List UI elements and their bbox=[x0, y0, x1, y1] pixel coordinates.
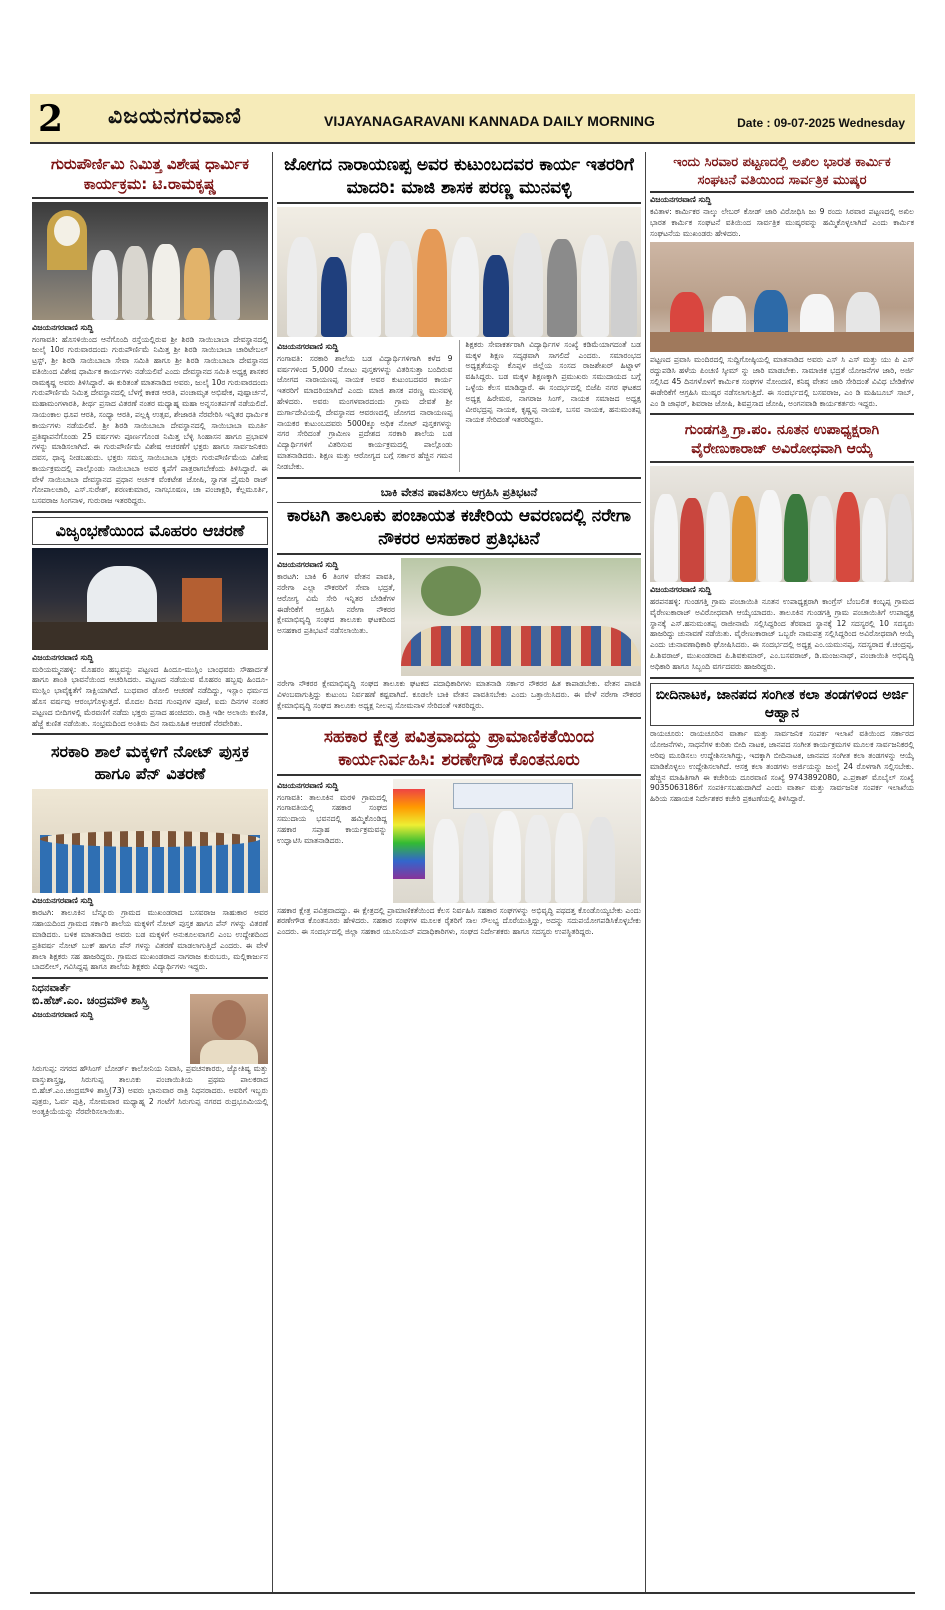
column-left bbox=[32, 152, 268, 1118]
article-body: ರಾಯಚೂರು: ರಾಯಚೂರಿನ ವಾರ್ತಾ ಮತ್ತು ಸಾರ್ವಜನಿಕ ಸಂಪರ್ಕ ಇಲಾಖೆ ವತಿಯಿಂದ ಸರ್ಕಾರದ ಯೋಜನೆಗಳು, ಸಾಧನೆಗಳ ಕುರಿತು ಬೀದಿ ನಾಟಕ, ಜಾನಪದ ಸಂಗೀತ ಕಾರ್ಯಕ್ರಮಗಳ ಮೂಲಕ ಸಾರ್ವಜನಿಕರಲ್ಲಿ ಅರಿವು ಮೂಡಿಸಲು ಉದ್ದೇಶಿಸಲಾಗಿದ್ದು, ಇದಕ್ಕಾಗಿ ಬೀದಿನಾಟಕ, ಜಾನಪದ ಸಂಗೀತ ಕಲಾ ತಂಡಗಳನ್ನು ಆಯ್ಕೆ ಮಾಡಿಕೊಳ್ಳಲು ಉದ್ದೇಶಿಸಲಾಗಿದೆ. ಆಸಕ್ತ ಕಲಾ ತಂಡಗಳು ಅರ್ಜಿಯನ್ನು ಜುಲೈ 24 ರೊಳಗಾಗಿ ಸಲ್ಲಿಸಬೇಕು. ಹೆಚ್ಚಿನ ಮಾಹಿತಿಗಾಗಿ ಈ ಕಚೇರಿಯ ದೂರವಾಣಿ ಸಂಖ್ಯೆ 9743892080, ಎ.ಪ್ರಕಾಶ್ ಮೊಬೈಲ್ ಸಂಖ್ಯೆ 9035063186ಗೆ ಸಂಪರ್ಕಿಸಬಹುದಾಗಿದೆ ಎಂದು ವಾರ್ತಾ ಮತ್ತು ಸಾರ್ವಜನಿಕ ಸಂಪರ್ಕ ಇಲಾಖೆಯ ಹಿರಿಯ ಸಹಾಯಕ ನಿರ್ದೇಶಕರ ಕಚೇರಿ ಪ್ರಕಟಣೆಯಲ್ಲಿ ತಿಳಿಸಿದ್ದಾರೆ. bbox=[650, 729, 914, 804]
photo-procession bbox=[32, 548, 268, 650]
byline: ವಿಜಯನಗರವಾಣಿ ಸುದ್ದಿ bbox=[32, 1010, 94, 1020]
masthead bbox=[30, 94, 915, 144]
photo-school bbox=[32, 789, 268, 893]
photo-notebook-event bbox=[277, 207, 641, 337]
masthead-title-english: VIJAYANAGARAVANI KANNADA DAILY MORNING bbox=[324, 113, 655, 129]
article-moharram bbox=[32, 517, 268, 729]
headline: ಸರಕಾರಿ ಶಾಲೆ ಮಕ್ಕಳಿಗೆ ನೋಟ್ ಪುಸ್ತಕ ಹಾಗೂ ಪೆನ್ ವಿತರಣೆ bbox=[50, 742, 249, 783]
headline: ಕಾರಟಗಿ ತಾಲೂಕು ಪಂಚಾಯತ ಕಚೇರಿಯ ಆವರಣದಲ್ಲಿ ನರೇಗಾ ನೌಕರರ ಅಸಹಕಾರ ಪ್ರತಿಭಟನೆ bbox=[277, 502, 641, 555]
article-body-left: ಗಂಗಾವತಿ: ಸರಕಾರಿ ಶಾಲೆಯ ಬಡ ವಿದ್ಯಾರ್ಥಿಗಳಿಗಾಗಿ ಕಳೆದ 9 ವರ್ಷಗಳಿಂದ 5,000 ನೋಟು ಪುಸ್ತಕಗಳನ್ನು ವಿತರಿಸುತ್ತಾ ಬಂದಿರುವ ಜೋಗದ ನಾರಾಯಣಪ್ಪ ನಾಯಕ ಅವರ ಕುಟುಂಬದವರ ಕಾರ್ಯ ಇತರರಿಗೆ ಮಾದರಿಯಾಗಿದೆ ಎಂದು ಮಾಜಿ ಶಾಸಕ ಪರಣ್ಣ ಮುನವಳ್ಳಿ ಹೇಳಿದರು. ಅವರು ಮಂಗಳವಾರದಂದು ಗ್ರಾಮ ದೇವತೆ ಶ್ರೀ ದುರ್ಗಾದೇವಿಯಲ್ಲಿ ದೇವಸ್ಥಾನದ ಆವರಣದಲ್ಲಿ ಜೋಗದ ನಾರಾಯಣಪ್ಪ ನಾಯಕರ ಕುಟುಂಬದವರು 5000ಕ್ಕೂ ಅಧಿಕ ನೋಟ್ ಪುಸ್ತಕಗಳನ್ನು ನಗರ ಸೇರಿದಂತೆ ಗ್ರಾಮೀಣ ಪ್ರದೇಶದ ಸರಕಾರಿ ಶಾಲೆಯ ಬಡ ವಿದ್ಯಾರ್ಥಿಗಳಿಗೆ ವಿತರಿಸುವ ಕಾರ್ಯಕ್ರಮದಲ್ಲಿ ಪಾಲ್ಗೊಂಡು ಮಾತನಾಡಿದರು. ಶಿಕ್ಷಣ ಮತ್ತು ಆರೋಗ್ಯದ ಬಗ್ಗೆ ಸರ್ಕಾರ ಹೆಚ್ಚಿನ ಗಮನ ನೀಡಬೇಕು. bbox=[277, 353, 453, 471]
article-body-bottom: ಪಟ್ಟಣದ ಪ್ರವಾಸಿ ಮಂದಿರದಲ್ಲಿ ಸುದ್ದಿಗೋಷ್ಠಿಯಲ್ಲಿ ಮಾತನಾಡಿದ ಅವರು ಎಸ್ ಸಿ ಎಸ್ ಮತ್ತು ಯು ಪಿ ಎಸ್ ರದ್ದುಪಡಿಸಿ ಹಳೆಯ ಪಿಂಚಣಿ ಸ್ಕೀಮ್ ನ್ನು ಜಾರಿ ಮಾಡಬೇಕು. ಸಾಮಾಜಿಕ ಭದ್ರತೆ ಯೋಜನೆಗಳ ಜಾರಿ, ಅರ್ಜಿ ಸಲ್ಲಿಸಿದ 45 ದಿನಗಳೊಳಗೆ ಕಾರ್ಮಿಕ ಸಂಘಗಳ ನೋಂದಣಿ, ಕನಿಷ್ಠ ವೇತನ ಜಾರಿ ಸೇರಿದಂತೆ ವಿವಿಧ ಬೇಡಿಕೆಗಳ ಈಡೇರಿಕೆಗೆ ಆಗ್ರಹಿಸಿ ಮುಷ್ಕರ ನಡೆಸಲಾಗುತ್ತಿದೆ. ಈ ಸಂದರ್ಭದಲ್ಲಿ ಬಸವರಾಜ, ಎಂ ಡಿ ಮಹಿಬೂಬ್ ಸಾಬ್, ಎಂ ಡಿ ಜಾಫರ್, ಶಿವರಾಜ ಜೋಷಿ, ಶಿವಪ್ರಸಾದ ಜೋಷಿ, ಅಂಗನವಾಡಿ ಕಾರ್ಯಕರ್ತರು ಇದ್ದರು. bbox=[650, 355, 914, 408]
byline: ವಿಜಯನಗರವಾಣಿ ಸುದ್ದಿ bbox=[277, 780, 339, 790]
article-cooperative-sector bbox=[277, 724, 641, 938]
byline: ವಿಜಯನಗರವಾಣಿ ಸುದ್ದಿ bbox=[277, 560, 339, 570]
column-right bbox=[650, 152, 914, 805]
photo-felicitation bbox=[650, 466, 914, 582]
article-sirwar-strike bbox=[650, 152, 914, 409]
photo-cooperative-event bbox=[393, 779, 641, 903]
headline: ವಿಜೃಂಭಣೆಯಿಂದ ಮೊಹರಂ ಆಚರಣೆ bbox=[32, 517, 268, 545]
article-body-bottom: ನರೇಗಾ ನೌಕರರ ಕ್ಷೇಮಾಭಿವೃದ್ಧಿ ಸಂಘದ ತಾಲೂಕು ಘಟಕದ ಪದಾಧಿಕಾರಿಗಳು ಮಾತನಾಡಿ ಸರ್ಕಾರ ನೌಕರರ ಹಿತ ಕಾಪಾಡಬೇಕು. ವೇತನ ಪಾವತಿ ವಿಳಂಬವಾಗುತ್ತಿದ್ದು ಕುಟುಂಬ ನಿರ್ವಹಣೆ ಕಷ್ಟವಾಗಿದೆ. ಕೂಡಲೇ ಬಾಕಿ ವೇತನ ಪಾವತಿಸಬೇಕು ಎಂದು ಒತ್ತಾಯಿಸಿದರು. ಈ ವೇಳೆ ನರೇಗಾ ನೌಕರರ ಕ್ಷೇಮಾಭಿವೃದ್ಧಿ ಸಂಘದ ತಾಲೂಕು ಅಧ್ಯಕ್ಷ ನೀಲಪ್ಪ ಸೋಮನಾಳ ಸೇರಿದಂತೆ ಇತರರಿದ್ದರು. bbox=[277, 679, 641, 710]
byline: ವಿಜಯನಗರವಾಣಿ ಸುದ್ದಿ bbox=[32, 896, 94, 906]
byline: ವಿಜಯನಗರವಾಣಿ ಸುದ್ದಿ bbox=[32, 322, 94, 332]
article-body: ಗಂಗಾವತಿ: ಹೊಸಳಿಯಿಂದ ಆನೆಗೊಂದಿ ರಸ್ತೆಯಲ್ಲಿರುವ ಶ್ರೀ ಶಿರಡಿ ಸಾಯಿಬಾಬಾ ದೇವಸ್ಥಾನದಲ್ಲಿ ಜುಲೈ 10ರ ಗುರುವಾರದಂದು ಗುರುಪೌರ್ಣಿಮೆ ನಿಮಿತ್ತ ಶ್ರೀ ಶಿರಡಿ ಸಾಯಿಬಾಬಾ ಚಾರಿಟೇಬಲ್ ಟ್ರಸ್ಟ್, ಶ್ರೀ ಶಿರಡಿ ಸಾಯಿಬಾಬಾ ಸೇವಾ ಸಮಿತಿ ಹಾಗೂ ಶ್ರೀ ಶಿರಡಿ ಸಾಯಿಬಾಬಾ ದೇವಸ್ಥಾನದ ವತಿಯಿಂದ ವಿಶೇಷ ಧಾರ್ಮಿಕ ಕಾರ್ಯಗಳು ನಡೆಯಲಿವೆ ಎಂದು ದೇವಸ್ಥಾನದ ಸಮಿತಿ ಅಧ್ಯಕ್ಷ ಶಾಸಕರ ರಾಮಕೃಷ್ಣ ಅವರು ತಿಳಿಸಿದ್ದಾರೆ. ಈ ಕುರಿತಂತೆ ಮಾತನಾಡಿದ ಅವರು, ಜುಲೈ 10ರ ಗುರುವಾರದಂದು ಗುರುಪೌರ್ಣಿಮೆ ನಿಮಿತ್ತ ದೇವಸ್ಥಾನದಲ್ಲಿ ಬೆಳಗ್ಗೆ ಕಾಕಡ ಆರತಿ, ಪಂಚಾಮೃತ ಅಭಿಷೇಕ, ಪುಷ್ಪಾರ್ಚನೆ, ಮಹಾಮಂಗಳಾರತಿ, ತೀರ್ಥ ಪ್ರಸಾದ ವಿತರಣೆ ನಂತರ ಮಧ್ಯಾಹ್ನ ಮಹಾ ಅನ್ನಸಂತರ್ಪಣೆ ನಡೆಯಲಿದೆ. ಸಾಯಂಕಾಲ ಧೂಪ ಆರತಿ, ಸಂಧ್ಯಾ ಆರತಿ, ಪಲ್ಲಕ್ಕಿ ಉತ್ಸವ, ಶೇಜಾರತಿ ನೆರವೇರಿಸಿ ಇನ್ನಿತರ ಧಾರ್ಮಿಕ ಕಾರ್ಯಗಳು ನಡೆಯಲಿವೆ. ಶ್ರೀ ಶಿರಡಿ ಸಾಯಿಬಾಬಾ ದೇವಸ್ಥಾನದಲ್ಲಿ ಸಾಯಿಬಾಬಾ ಮೂರ್ತಿ ಪ್ರತಿಷ್ಠಾಪನೆಗೊಂಡು 25 ವರ್ಷಗಳು ಪೂರ್ಣಗೊಂಡ ನಿಮಿತ್ತ ಬೆಳ್ಳಿ ಸಿಂಹಾಸನ ಹಾಗೂ ಪ್ರಭಾವಳಿ ಗಳನ್ನು ಮಾಡಿಸಲಾಗಿದೆ. ಈ ಗುರುಪೌರ್ಣಿಮೆ ವಿಶೇಷ ಆಚರಣೆಗೆ ಭಕ್ತರು ಹಾಗೂ ಸಾರ್ವಜನಿಕರು ದವಸ, ಧಾನ್ಯ ನೀಡಬಹುದು. ಭಕ್ತರು ಸಮಸ್ತ ಸಾಯಿಬಾಬಾ ಭಕ್ತರು ಗುರುಪೌರ್ಣಿಮೆಯ ವಿಶೇಷ ಕಾರ್ಯಕ್ರಮದಲ್ಲಿ ಪಾಲ್ಗೊಂಡು ಸಾಯಿಬಾಬಾ ಅವರ ಕೃಪೆಗೆ ಪಾತ್ರರಾಗಬೇಕೆಂದು ತಿಳಿಸಿದ್ದಾರೆ. ಈ ವೇಳೆ ಸಾಯಿಬಾಬಾ ದೇವಸ್ಥಾನದ ಪ್ರಧಾನ ಅರ್ಚಕ ವೆಂಕಟೇಶ ಜೋಷಿ, ಸ್ವಾಗತ ಪ್ರೈಮರಿ ರಾಜ್ ಗೋಪಾಲಚಾರಿ, ಎಸ್.ಸುರೇಶ್, ಶರಣಕುಮಾರ, ನಾಗಭೂಷಣ, ಚಾ ಪಂಚಾಕ್ಷರಿ, ಕೆಲ್ಲಮೂರ್ತಿ, ಬಸವರಾಜ ಸಿಂಗನಾಳ, ಗುರುರಾಜ ಇತರರಿದ್ದರು. bbox=[32, 334, 268, 506]
page-number: 2 bbox=[38, 98, 64, 140]
headline: ಜೋಗದ ನಾರಾಯಣಪ್ಪ ಅವರ ಕುಟುಂಬದವರ ಕಾರ್ಯ ಇತರರಿಗೆ ಮಾದರಿ: ಮಾಜಿ ಶಾಸಕ ಪರಣ್ಣ ಮುನವಳ್ಳಿ bbox=[277, 152, 641, 204]
photo-temple bbox=[32, 202, 268, 320]
article-body: ಕಾರಟಗಿ: ತಾಲೂಕಿನ ಬೆನ್ನೂರು ಗ್ರಾಮದ ಮುಖಂಡರಾದ ಬಸವರಾಜ ಸಾಹುಕಾರ ಅವರ ಸಹಾಯದಿಂದ ಗ್ರಾಮದ ಸರ್ಕಾರಿ ಶಾಲೆಯ ಮಕ್ಕಳಿಗೆ ನೋಟ್ ಪುಸ್ತಕ ಹಾಗೂ ಪೆನ್ ಗಳನ್ನು ವಿತರಣೆ ಮಾಡಿದರು. ಬಳಿಕ ಮಾತನಾಡಿದ ಅವರು ಬಡ ಮಕ್ಕಳಿಗೆ ಅನುಕೂಲವಾಗಲಿ ಎಂಬ ಉದ್ದೇಶದಿಂದ ಪ್ರತಿವರ್ಷ ನೋಟ್ ಬುಕ್ ಹಾಗೂ ಪೆನ್ ಗಳನ್ನು ವಿತರಣೆ ಮಾಡಲಾಗುತ್ತಿದೆ ಎಂದರು. ಈ ವೇಳೆ ಶಾಲಾ ಶಿಕ್ಷಕರು ಸಹ ಹಾಜರಿದ್ದರು. ಗ್ರಾಮದ ಮುಖಂಡರಾದ ನಾಗರಾಜ ಕುರುಬರು, ಮಲ್ಲಿಕಾರ್ಜುನ ಬಾದಲೀಲ್, ಗವಿಸಿದ್ದಪ್ಪ ಹಾಗೂ ಶಾಲೆಯ ಶಿಕ್ಷಕರು ವಿದ್ಯಾರ್ಥಿಗಳು ಇದ್ದರು. bbox=[32, 908, 268, 972]
article-body-top: ಕಾರಟಗಿ: ಬಾಕಿ 6 ತಿಂಗಳ ವೇತನ ಪಾವತಿ, ನರೇಗಾ ಎಲ್ಲಾ ನೌಕರರಿಗೆ ಸೇವಾ ಭದ್ರತೆ, ಆರೋಗ್ಯ ವಿಮೆ ಸೇರಿ ಇನ್ನಿತರ ಬೇಡಿಕೆಗಳ ಈಡೇರಿಕೆಗೆ ಆಗ್ರಹಿಸಿ ನರೇಗಾ ನೌಕರರ ಕ್ಷೇಮಾಭಿವೃದ್ಧಿ ಸಂಘದ ತಾಲೂಕು ಘಟಕದಿಂದ ಅಸಹಕಾರ ಪ್ರತಿಭಟನೆ ನಡೆಸಲಾಯಿತು. bbox=[277, 572, 395, 636]
article-notebook-distribution bbox=[32, 739, 268, 973]
page-bottom-rule bbox=[30, 1592, 915, 1594]
column-rule bbox=[645, 152, 646, 1592]
article-body: ಸಿರುಗುಪ್ಪ: ನಗರದ ಹೌಸಿಂಗ್ ಬೋರ್ಡ್ ಕಾಲೋನಿಯ ನಿವಾಸಿ, ಪ್ರವಚನಕಾರರು, ಜ್ಯೋತಿಷ್ಯ ಮತ್ತು ವಾಸ್ತುಶಾಸ್ತ್ರಜ್ಞ, ಸಿರುಗುಪ್ಪ ತಾಲೂಕು ಪಂಚಾಯಿತಿಯ ಪ್ರಥಮ ಪಾಲಕರಾದ ಬಿ.ಹೆಚ್.ಎಂ.ಚಂದ್ರಮೌಳಿ ಶಾಸ್ತ್ರಿ(73) ಅವರು ಭಾನುವಾರ ರಾತ್ರಿ ನಿಧನರಾದರು. ಅವರಿಗೆ ಇಬ್ಬರು ಪುತ್ರರು, ಓರ್ವ ಪುತ್ರಿ, ಸೋಮವಾರ ಮಧ್ಯಾಹ್ನ 2 ಗಂಟೆಗೆ ಸಿರುಗುಪ್ಪ ನಗರದ ರುದ್ರಭೂಮಿಯಲ್ಲಿ ಅಂತ್ಯಕ್ರಿಯೆಯನ್ನು ನೆರವೇರಿಸಲಾಯಿತು. bbox=[32, 1064, 268, 1117]
masthead-title-kannada: ವಿಜಯನಗರವಾಣಿ bbox=[108, 104, 242, 129]
column-center bbox=[277, 152, 641, 938]
article-body: ಮರಿಯಮ್ಮನಹಳ್ಳಿ: ಮೊಹರಂ ಹಬ್ಬವನ್ನು ಪಟ್ಟಣದ ಹಿಂದೂ-ಮುಸ್ಲಿಂ ಬಾಂಧವರು ಸೌಹಾರ್ದತೆ ಹಾಗೂ ಶಾಂತಿ ಭಾವನೆಯಿಂದ ಆಚರಿಸಿದರು. ಪಟ್ಟಣದ ನಡೆಯುವ ಮೊಹರಂ ಹಬ್ಬವು ಹಿಂದೂ-ಮುಸ್ಲಿಂ ಭಾವೈಕ್ಯತೆಗೆ ಸಾಕ್ಷಿಯಾಗಿದೆ. ಬುಧವಾರ ಡೋಲಿ ಆಚರಣೆ ನಡೆದಿದ್ದು, ಇಸ್ಲಾಂ ಧರ್ಮದ ಹೊಸ ವರ್ಷವು ಆರಂಭಗೊಳ್ಳುತ್ತದೆ. ಮೊದಲ ದಿನದ ಗುಂಪುಗಳ ಪೂಜೆ, ಐದು ದಿನಗಳ ನಂತರ ಪಟ್ಟಣದ ಬೀದಿಗಳಲ್ಲಿ ಮೆರವಣಿಗೆ ನಡೆದು ಭಕ್ತರು ಪ್ರಸಾದ ಹಂಚಿದರು. ರಾತ್ರಿ ಇಡೀ ಅಲಾಯಿ ಕುಣಿತ, ಹೆಜ್ಜೆ ಕುಣಿತ ನಡೆಯಿತು. ಸಂಭ್ರಮದಿಂದ ಅಂತಿಮ ದಿನ ಸಾಮೂಹಿಕ ಆಚರಣೆ ನೆರವೇರಿತು. bbox=[32, 664, 268, 728]
headline: ಗುಂಡಗತ್ತಿ ಗ್ರಾ.ಪಂ. ನೂತನ ಉಪಾಧ್ಯಕ್ಷರಾಗಿ ವೈರೇಣುಕಾರಾಜ್ ಅವಿರೋಧವಾಗಿ ಆಯ್ಕೆ bbox=[650, 419, 914, 463]
byline: ವಿಜಯನಗರವಾಣಿ ಸುದ್ದಿ bbox=[650, 585, 712, 595]
article-street-play-invitation bbox=[650, 683, 914, 805]
byline: ವಿಜಯನಗರವಾಣಿ ಸುದ್ದಿ bbox=[32, 652, 94, 662]
article-gurupurnima bbox=[32, 152, 268, 507]
masthead-date: Date : 09-07-2025 Wednesday bbox=[737, 116, 905, 130]
obituary-name: ಬಿ.ಹೆಚ್.ಎಂ. ಚಂದ್ರಮೌಳಿ ಶಾಸ್ತ್ರಿ bbox=[32, 994, 149, 1008]
byline: ವಿಜಯನಗರವಾಣಿ ಸುದ್ದಿ bbox=[650, 195, 712, 205]
article-body-bottom: ಸಹಕಾರ ಕ್ಷೇತ್ರ ಪವಿತ್ರವಾದದ್ದು. ಈ ಕ್ಷೇತ್ರದಲ್ಲಿ ಪ್ರಾಮಾಣಿಕತೆಯಿಂದ ಕೆಲಸ ನಿರ್ವಹಿಸಿ ಸಹಕಾರ ಸಂಘಗಳನ್ನು ಅಭಿವೃದ್ಧಿ ಪಥದತ್ತ ಕೊಂಡೊಯ್ಯಬೇಕು ಎಂದು ಶರಣೇಗೌಡ ಕೊಂತನೂರು ಹೇಳಿದರು. ಸಹಕಾರ ಸಂಘಗಳ ಮೂಲಕ ರೈತರಿಗೆ ಸಾಲ ಸೌಲಭ್ಯ ದೊರೆಯುತ್ತಿದ್ದು, ಅದನ್ನು ಸದುಪಯೋಗಪಡಿಸಿಕೊಳ್ಳಬೇಕು ಎಂದರು. ಈ ಸಂದರ್ಭದಲ್ಲಿ ಜಿಲ್ಲಾ ಸಹಕಾರ ಯೂನಿಯನ್ ಪದಾಧಿಕಾರಿಗಳು, ಸಂಘದ ನಿರ್ದೇಶಕರು ಹಾಗೂ ಸದಸ್ಯರು ಉಪಸ್ಥಿತರಿದ್ದರು. bbox=[277, 905, 641, 937]
byline: ವಿಜಯನಗರವಾಣಿ ಸುದ್ದಿ bbox=[277, 341, 339, 351]
headline: ಗುರುಪೌರ್ಣಿಮಿ ನಿಮಿತ್ತ ವಿಶೇಷ ಧಾರ್ಮಿಕ ಕಾರ್ಯಕ್ರಮ: ಟಿ.ರಾಮಕೃಷ್ಣ bbox=[32, 152, 268, 199]
article-jogada-narayanappa bbox=[277, 152, 641, 472]
headline: ಸಹಕಾರ ಕ್ಷೇತ್ರ ಪವಿತ್ರವಾದದ್ದು ಪ್ರಾಮಾಣಿಕತೆಯಿಂದ ಕಾರ್ಯನಿರ್ವಹಿಸಿ: ಶರಣೇಗೌಡ ಕೊಂತನೂರು bbox=[277, 724, 641, 776]
photo-press-meet bbox=[650, 242, 914, 352]
article-nrega-protest bbox=[277, 484, 641, 711]
obituary-label: ನಿಧನವಾರ್ತೆ bbox=[32, 983, 71, 995]
headline: ಬೀದಿನಾಟಕ, ಜಾನಪದ ಸಂಗೀತ ಕಲಾ ತಂಡಗಳಿಂದ ಅರ್ಜಿ ಆಹ್ವಾನ bbox=[650, 683, 914, 727]
column-rule bbox=[272, 152, 273, 1592]
headline: ಇಂದು ಸಿರವಾರ ಪಟ್ಟಣದಲ್ಲಿ ಅಖಿಲ ಭಾರತ ಕಾರ್ಮಿಕ ಸಂಘಟನೆ ವತಿಯಿಂದ ಸಾರ್ವತ್ರಿಕ ಮುಷ್ಕರ bbox=[650, 152, 914, 193]
article-obituary bbox=[32, 983, 268, 1118]
article-body: ಹರಪನಹಳ್ಳಿ: ಗುಂಡಗತ್ತಿ ಗ್ರಾಮ ಪಂಚಾಯಿತಿ ನೂತನ ಉಪಾಧ್ಯಕ್ಷರಾಗಿ ಕಾಂಗ್ರೆಸ್ ಬೆಂಬಲಿತ ಕಂಬ್ಳಪ್ಪ ಗ್ರಾಮದ ವೈರೇಣುಕಾರಾಜ್ ಅವಿರೋಧವಾಗಿ ಆಯ್ಕೆಯಾದರು. ತಾಲೂಕಿನ ಗುಂಡಗತ್ತಿ ಗ್ರಾಮ ಪಂಚಾಯಿತಿಗೆ ಉಪಾಧ್ಯಕ್ಷ ಸ್ಥಾನಕ್ಕೆ ಎಸ್.ಹನುಮಂತಪ್ಪ ರಾಜೀನಾಮೆ ಸಲ್ಲಿಸಿದ್ದರಿಂದ ತೆರವಾದ ಸ್ಥಾನಕ್ಕೆ 12 ಸದಸ್ಯರಲ್ಲಿ 10 ಸದಸ್ಯರು ಹಾಜರಿದ್ದು ಚುನಾವಣೆ ನಡೆಯಿತು. ವೈರೇಣುಕಾರಾಜ್ ಒಬ್ಬರೇ ನಾಮಪತ್ರ ಸಲ್ಲಿಸಿದ್ದರಿಂದ ಅವಿರೋಧವಾಗಿ ಆಯ್ಕೆ ಎಂದು ಚುನಾವಣಾಧಿಕಾರಿ ಘೋಷಿಸಿದರು. ಈ ಸಂದರ್ಭದಲ್ಲಿ ಅಧ್ಯಕ್ಷ ಎಂ.ಯಮುನಪ್ಪ, ಸದಸ್ಯರಾದ ಕೆ.ಚಂದ್ರಪ್ಪ, ಪಿ.ಶಿವರಾಜ್, ಮುಖಂಡರಾದ ಪಿ.ಶಿವಕುಮಾರ್, ಎಂ.ಬಸವರಾಜ್, ಡಿ.ಮಂಜುನಾಥ್, ಪಂಚಾಯಿತಿ ಅಭಿವೃದ್ಧಿ ಅಧಿಕಾರಿ ಹಾಗೂ ಸಿಬ್ಬಂದಿ ವರ್ಗದವರು ಹಾಜರಿದ್ದರು. bbox=[650, 597, 914, 671]
obituary-photo bbox=[190, 994, 268, 1064]
kicker: ಬಾಕಿ ವೇತನ ಪಾವತಿಸಲು ಆಗ್ರಹಿಸಿ ಪ್ರತಿಭಟನೆ bbox=[380, 486, 538, 500]
article-body-right: ಶಿಕ್ಷಕರು ಸೇವಾಕರ್ತರಾಗಿ ವಿದ್ಯಾರ್ಥಿಗಳ ಸಂಖ್ಯೆ ಕಡಿಮೆಯಾಗದಂತೆ ಬಡ ಮಕ್ಕಳ ಶಿಕ್ಷಣ ಸದೃಢವಾಗಿ ಸಾಗಲಿದೆ ಎಂದರು. ಸಮಾರಂಭದ ಅಧ್ಯಕ್ಷತೆಯನ್ನು ಕೊಪ್ಪಳ ಜಿಲ್ಲೆಯ ಸಂಸದ ರಾಜಶೇಖರ್ ಹಿಟ್ನಾಳ್ ವಹಿಸಿದ್ದರು. ಬಡ ಮಕ್ಕಳ ಶಿಕ್ಷಣಕ್ಕಾಗಿ ಪ್ರಮುಖರು ಸಮುದಾಯದ ಬಗ್ಗೆ ಒಳ್ಳೆಯ ಕೆಲಸ ಮಾಡಿದ್ದಾರೆ. ಈ ಸಂದರ್ಭದಲ್ಲಿ ಬಿಜೆಪಿ ನಗರ ಘಟಕದ ಅಧ್ಯಕ್ಷ ಹಿರೇಮಠ, ನಾಗರಾಜ ಸಿಂಗ್, ನಾಯಕ ಸಮಾಜದ ಅಧ್ಯಕ್ಷ ವೀರಭದ್ರಪ್ಪ ನಾಯಕ, ಕೃಷ್ಣಪ್ಪ ನಾಯಕ, ಬಸವ ನಾಯಕ, ಹನುಮಂತಪ್ಪ ನಾಯಕ ಸೇರಿದಂತೆ ಇತರರಿದ್ದರು. bbox=[465, 339, 641, 425]
article-gundagatti-election bbox=[650, 419, 914, 672]
article-body-top: ಗಂಗಾವತಿ: ತಾಲೂಕಿನ ಮರಳಿ ಗ್ರಾಮದಲ್ಲಿ ಗಂಗಾವತಿಯಲ್ಲಿ ಸಹಕಾರ ಸಂಘದ ಸಮುದಾಯ ಭವನದಲ್ಲಿ ಹಮ್ಮಿಕೊಂಡಿದ್ದ ಸಹಕಾರ ಸಪ್ತಾಹ ಕಾರ್ಯಕ್ರಮವನ್ನು ಉದ್ಘಾಟಿಸಿ ಮಾತನಾಡಿದರು. bbox=[277, 792, 387, 845]
photo-protest bbox=[401, 558, 641, 676]
article-body-top: ಕವಿತಾಳ: ಕಾರ್ಮಿಕರ ನಾಲ್ಕು ಲೇಬರ್ ಕೋಡ್ ಜಾರಿ ವಿರೋಧಿಸಿ ಜು 9 ರಂದು ಸಿರವಾರ ಪಟ್ಟಣದಲ್ಲಿ ಅಖಿಲ ಭಾರತ ಕಾರ್ಮಿಕ ಸಂಘಟನೆ ವತಿಯಿಂದ ಸಾರ್ವತ್ರಿಕ ಮುಷ್ಕರವನ್ನು ಹಮ್ಮಿಕೊಳ್ಳಲಾಗಿದೆ ಎಂದು ಕಾರ್ಮಿಕ ಸಂಘಟನೆಯ ಮುಖಂಡರು ಹೇಳಿದರು. bbox=[650, 207, 914, 238]
